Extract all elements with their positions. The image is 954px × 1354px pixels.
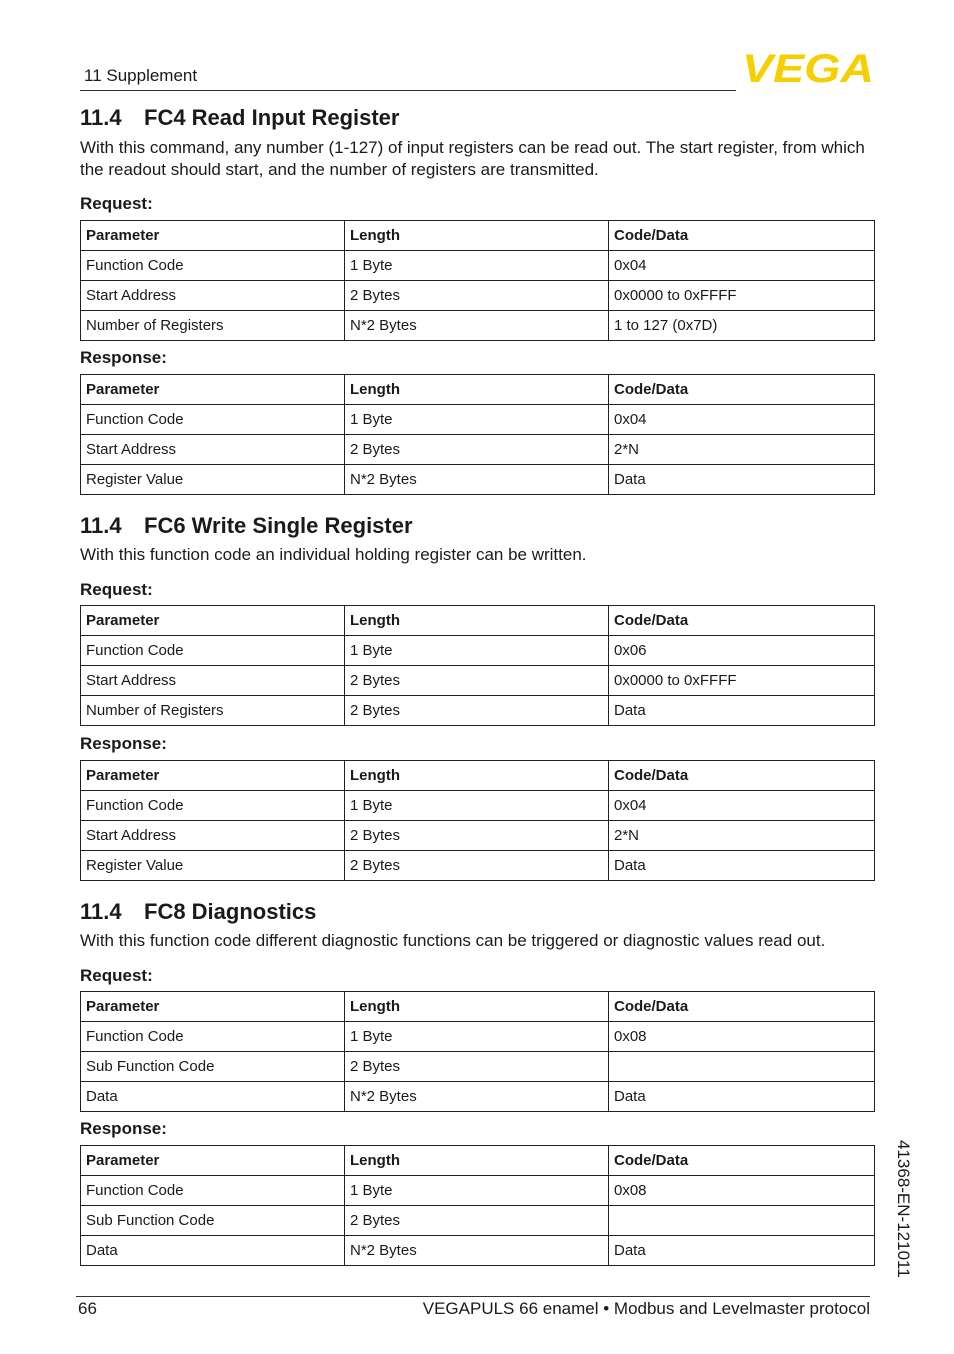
table-cell: 2 Bytes xyxy=(345,1206,609,1236)
response-table-fc6 xyxy=(80,760,875,881)
table-cell: 0x08 xyxy=(609,1022,875,1052)
table-cell: 0x08 xyxy=(609,1176,875,1206)
table-cell: Data xyxy=(609,696,875,726)
document-code: 41368-EN-121011 xyxy=(894,1140,913,1278)
table-row xyxy=(81,435,875,465)
table-header-row xyxy=(81,375,875,405)
table-row xyxy=(81,1206,875,1236)
response-label-fc6: Response: xyxy=(80,734,167,753)
column-header: Parameter xyxy=(81,375,345,405)
table-row xyxy=(81,1082,875,1112)
column-header: Length xyxy=(345,375,609,405)
column-header: Code/Data xyxy=(609,606,875,636)
table-cell: Number of Registers xyxy=(81,311,345,341)
request-table-fc8 xyxy=(80,991,875,1112)
table-header-row xyxy=(81,761,875,791)
table-row xyxy=(81,1052,875,1082)
section-title-fc4 xyxy=(80,105,399,131)
column-header: Length xyxy=(345,221,609,251)
table-header-row xyxy=(81,606,875,636)
column-header: Parameter xyxy=(81,606,345,636)
table-cell: 0x04 xyxy=(609,405,875,435)
column-header: Length xyxy=(345,1146,609,1176)
table-cell: Data xyxy=(609,465,875,495)
table-cell: Data xyxy=(609,1236,875,1266)
table-cell: Function Code xyxy=(81,1022,345,1052)
table-cell: 2*N xyxy=(609,821,875,851)
section-title-text: FC8 Diagnostics xyxy=(144,899,317,924)
table-cell: Data xyxy=(81,1236,345,1266)
request-label-fc4: Request: xyxy=(80,194,153,213)
section-intro-fc8: With this function code different diagnostic functions can be triggered or diagnostic values read out. xyxy=(80,931,826,950)
response-table-fc8 xyxy=(80,1145,875,1266)
table-header-row xyxy=(81,221,875,251)
table-row xyxy=(81,851,875,881)
footer-rule xyxy=(76,1296,870,1297)
vega-logo xyxy=(742,50,874,86)
table-cell: Function Code xyxy=(81,791,345,821)
column-header: Length xyxy=(345,761,609,791)
table-cell: Function Code xyxy=(81,405,345,435)
table-cell xyxy=(609,1052,875,1082)
table-row xyxy=(81,311,875,341)
response-label-fc4: Response: xyxy=(80,348,167,367)
table-cell: Register Value xyxy=(81,465,345,495)
column-header: Length xyxy=(345,992,609,1022)
column-header: Parameter xyxy=(81,221,345,251)
table-row xyxy=(81,1236,875,1266)
section-title-fc8 xyxy=(80,899,316,925)
response-label-fc8: Response: xyxy=(80,1119,167,1138)
table-cell: 1 to 127 (0x7D) xyxy=(609,311,875,341)
table-row xyxy=(81,405,875,435)
table-row xyxy=(81,636,875,666)
table-cell: N*2 Bytes xyxy=(345,465,609,495)
table-cell: 1 Byte xyxy=(345,1176,609,1206)
table-row xyxy=(81,465,875,495)
table-row xyxy=(81,666,875,696)
column-header: Parameter xyxy=(81,992,345,1022)
table-cell: 0x0000 to 0xFFFF xyxy=(609,666,875,696)
table-cell: Sub Function Code xyxy=(81,1052,345,1082)
table-row xyxy=(81,1176,875,1206)
svg-text:VEGA: VEGA xyxy=(742,50,874,86)
table-cell: 0x0000 to 0xFFFF xyxy=(609,281,875,311)
column-header: Length xyxy=(345,606,609,636)
column-header: Code/Data xyxy=(609,992,875,1022)
section-intro-fc4: With this command, any number (1-127) of input registers can be read out. The start register, from which the readout should start, and the number of registers are transmitted. xyxy=(80,138,865,179)
table-cell: N*2 Bytes xyxy=(345,1082,609,1112)
table-cell: Start Address xyxy=(81,281,345,311)
table-cell: 2 Bytes xyxy=(345,696,609,726)
table-cell xyxy=(609,1206,875,1236)
response-table-fc4 xyxy=(80,374,875,495)
table-cell: 1 Byte xyxy=(345,636,609,666)
table-cell: 2 Bytes xyxy=(345,821,609,851)
table-cell: 2 Bytes xyxy=(345,281,609,311)
table-cell: Start Address xyxy=(81,435,345,465)
table-row xyxy=(81,696,875,726)
page-number: 66 xyxy=(78,1299,97,1318)
table-cell: Number of Registers xyxy=(81,696,345,726)
column-header: Code/Data xyxy=(609,761,875,791)
request-label-fc6: Request: xyxy=(80,580,153,599)
table-cell: Sub Function Code xyxy=(81,1206,345,1236)
table-cell: Data xyxy=(609,851,875,881)
table-row xyxy=(81,791,875,821)
table-row xyxy=(81,1022,875,1052)
section-number: 11.4 xyxy=(80,105,122,130)
table-cell: Function Code xyxy=(81,251,345,281)
column-header: Code/Data xyxy=(609,221,875,251)
table-cell: Register Value xyxy=(81,851,345,881)
header-rule xyxy=(80,90,736,91)
section-number: 11.4 xyxy=(80,513,122,538)
request-table-fc6 xyxy=(80,605,875,726)
section-intro-fc6: With this function code an individual holding register can be written. xyxy=(80,545,587,564)
table-cell: N*2 Bytes xyxy=(345,1236,609,1266)
table-cell: Data xyxy=(609,1082,875,1112)
section-header: 11 Supplement xyxy=(84,66,198,85)
section-title-text: FC6 Write Single Register xyxy=(144,513,413,538)
table-cell: 0x04 xyxy=(609,791,875,821)
table-cell: 0x04 xyxy=(609,251,875,281)
table-cell: 1 Byte xyxy=(345,1022,609,1052)
table-cell: Start Address xyxy=(81,821,345,851)
section-title-text: FC4 Read Input Register xyxy=(144,105,400,130)
table-cell: Start Address xyxy=(81,666,345,696)
table-row xyxy=(81,251,875,281)
table-cell: 2*N xyxy=(609,435,875,465)
table-cell: 2 Bytes xyxy=(345,666,609,696)
table-cell: Function Code xyxy=(81,636,345,666)
document-title: VEGAPULS 66 enamel • Modbus and Levelmaster protocol xyxy=(422,1299,870,1318)
table-cell: 1 Byte xyxy=(345,791,609,821)
table-cell: 2 Bytes xyxy=(345,1052,609,1082)
request-table-fc4 xyxy=(80,220,875,341)
column-header: Parameter xyxy=(81,1146,345,1176)
table-row xyxy=(81,821,875,851)
table-cell: N*2 Bytes xyxy=(345,311,609,341)
column-header: Code/Data xyxy=(609,375,875,405)
table-header-row xyxy=(81,992,875,1022)
request-label-fc8: Request: xyxy=(80,966,153,985)
table-cell: 2 Bytes xyxy=(345,851,609,881)
table-row xyxy=(81,281,875,311)
table-cell: 0x06 xyxy=(609,636,875,666)
table-cell: Function Code xyxy=(81,1176,345,1206)
table-cell: Data xyxy=(81,1082,345,1112)
table-cell: 1 Byte xyxy=(345,405,609,435)
column-header: Code/Data xyxy=(609,1146,875,1176)
section-title-fc6 xyxy=(80,513,413,539)
column-header: Parameter xyxy=(81,761,345,791)
table-header-row xyxy=(81,1146,875,1176)
section-number: 11.4 xyxy=(80,899,122,924)
table-cell: 1 Byte xyxy=(345,251,609,281)
vega-logo-icon xyxy=(742,50,874,86)
table-cell: 2 Bytes xyxy=(345,435,609,465)
